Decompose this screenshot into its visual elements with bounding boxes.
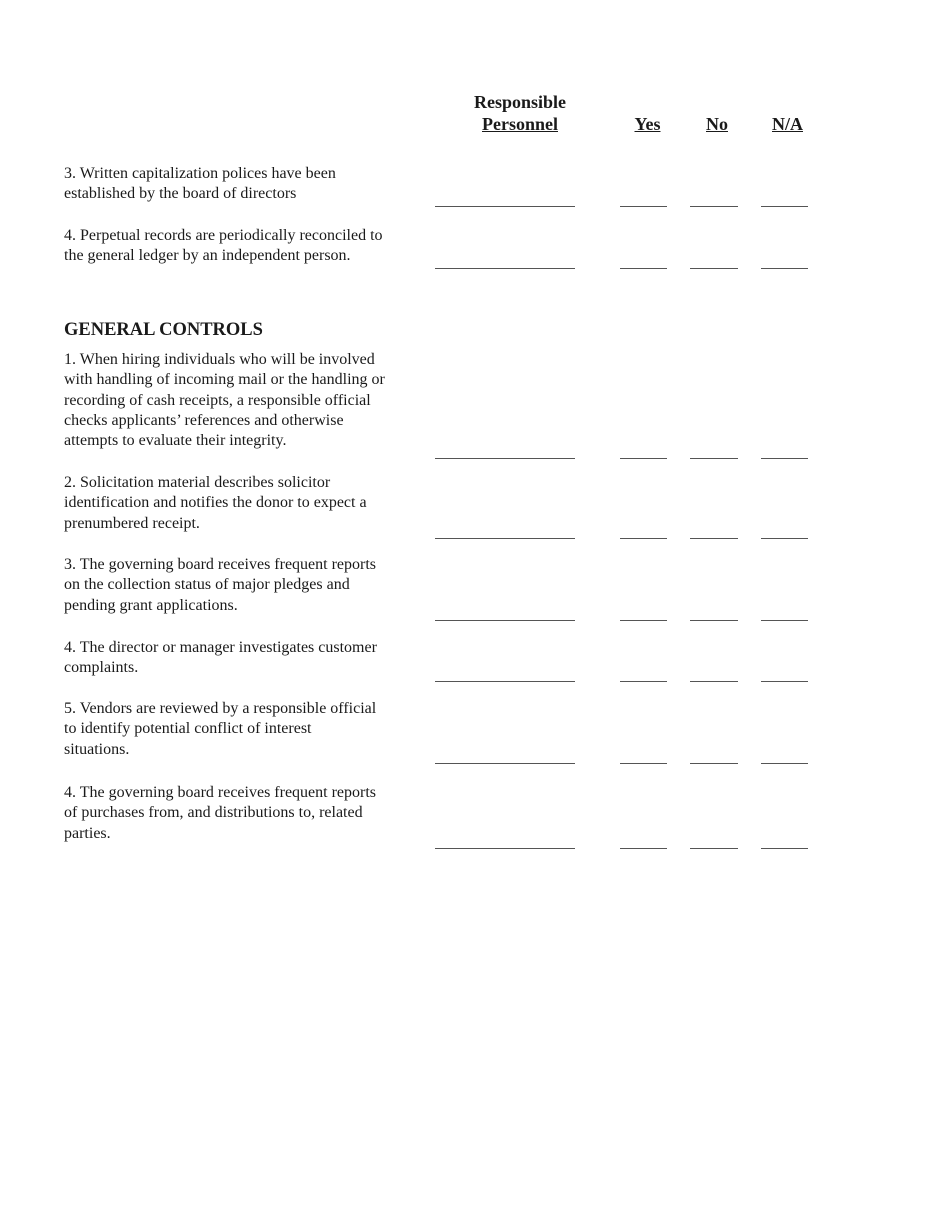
checklist-item-text: 2. Solicitation material describes solicitor identification and notifies the donor to expect a prenumbered receipt. xyxy=(64,474,367,532)
na-blank[interactable] xyxy=(761,206,808,207)
no-blank[interactable] xyxy=(690,206,738,207)
yes-blank[interactable] xyxy=(620,681,667,682)
na-blank[interactable] xyxy=(761,268,808,269)
yes-blank[interactable] xyxy=(620,458,667,459)
no-blank[interactable] xyxy=(690,458,738,459)
yes-blank[interactable] xyxy=(620,206,667,207)
responsible-personnel-blank[interactable] xyxy=(435,458,575,459)
personnel-header-line2: Personnel xyxy=(482,114,558,134)
responsible-personnel-blank[interactable] xyxy=(435,268,575,269)
general-controls-heading: GENERAL CONTROLS xyxy=(64,320,263,340)
no-blank[interactable] xyxy=(690,620,738,621)
checklist-item-text: 4. The director or manager investigates customer complaints. xyxy=(64,639,377,677)
na-blank[interactable] xyxy=(761,538,808,539)
na-blank[interactable] xyxy=(761,763,808,764)
checklist-item-text: 3. The governing board receives frequent reports on the collection status of major pledges and pending grant applications. xyxy=(64,556,377,614)
checklist-item-text: 1. When hiring individuals who will be involved with handling of incoming mail or the handling or recording of cash receipts, a responsible official checks applicants’ references and otherwise attempts to evaluate their integrity. xyxy=(64,351,385,450)
na-blank[interactable] xyxy=(761,848,808,849)
yes-blank[interactable] xyxy=(620,848,667,849)
yes-column-header: Yes xyxy=(634,114,661,134)
na-blank[interactable] xyxy=(761,458,808,459)
responsible-personnel-blank[interactable] xyxy=(435,206,575,207)
na-blank[interactable] xyxy=(761,620,808,621)
responsible-personnel-blank[interactable] xyxy=(435,763,575,764)
checklist-item-text: 3. Written capitalization polices have been established by the board of directors xyxy=(64,165,336,203)
yes-blank[interactable] xyxy=(620,620,667,621)
na-blank[interactable] xyxy=(761,681,808,682)
responsible-personnel-header xyxy=(450,91,590,135)
checklist-item-text: 4. Perpetual records are periodically reconciled to the general ledger by an independent person. xyxy=(64,227,383,265)
no-blank[interactable] xyxy=(690,538,738,539)
checklist-item-text: 5. Vendors are reviewed by a responsible official to identify potential conflict of interest situations. xyxy=(64,700,377,758)
yes-blank[interactable] xyxy=(620,268,667,269)
responsible-personnel-blank[interactable] xyxy=(435,848,575,849)
checklist-item-text: 4. The governing board receives frequent reports of purchases from, and distributions to, related parties. xyxy=(64,784,377,842)
yes-blank[interactable] xyxy=(620,538,667,539)
responsible-personnel-blank[interactable] xyxy=(435,620,575,621)
na-column-header: N/A xyxy=(772,114,803,134)
yes-blank[interactable] xyxy=(620,763,667,764)
no-blank[interactable] xyxy=(690,848,738,849)
responsible-personnel-blank[interactable] xyxy=(435,538,575,539)
no-blank[interactable] xyxy=(690,681,738,682)
no-blank[interactable] xyxy=(690,763,738,764)
no-blank[interactable] xyxy=(690,268,738,269)
responsible-personnel-blank[interactable] xyxy=(435,681,575,682)
no-column-header: No xyxy=(706,114,728,134)
responsible-header-line1: Responsible xyxy=(473,92,567,112)
